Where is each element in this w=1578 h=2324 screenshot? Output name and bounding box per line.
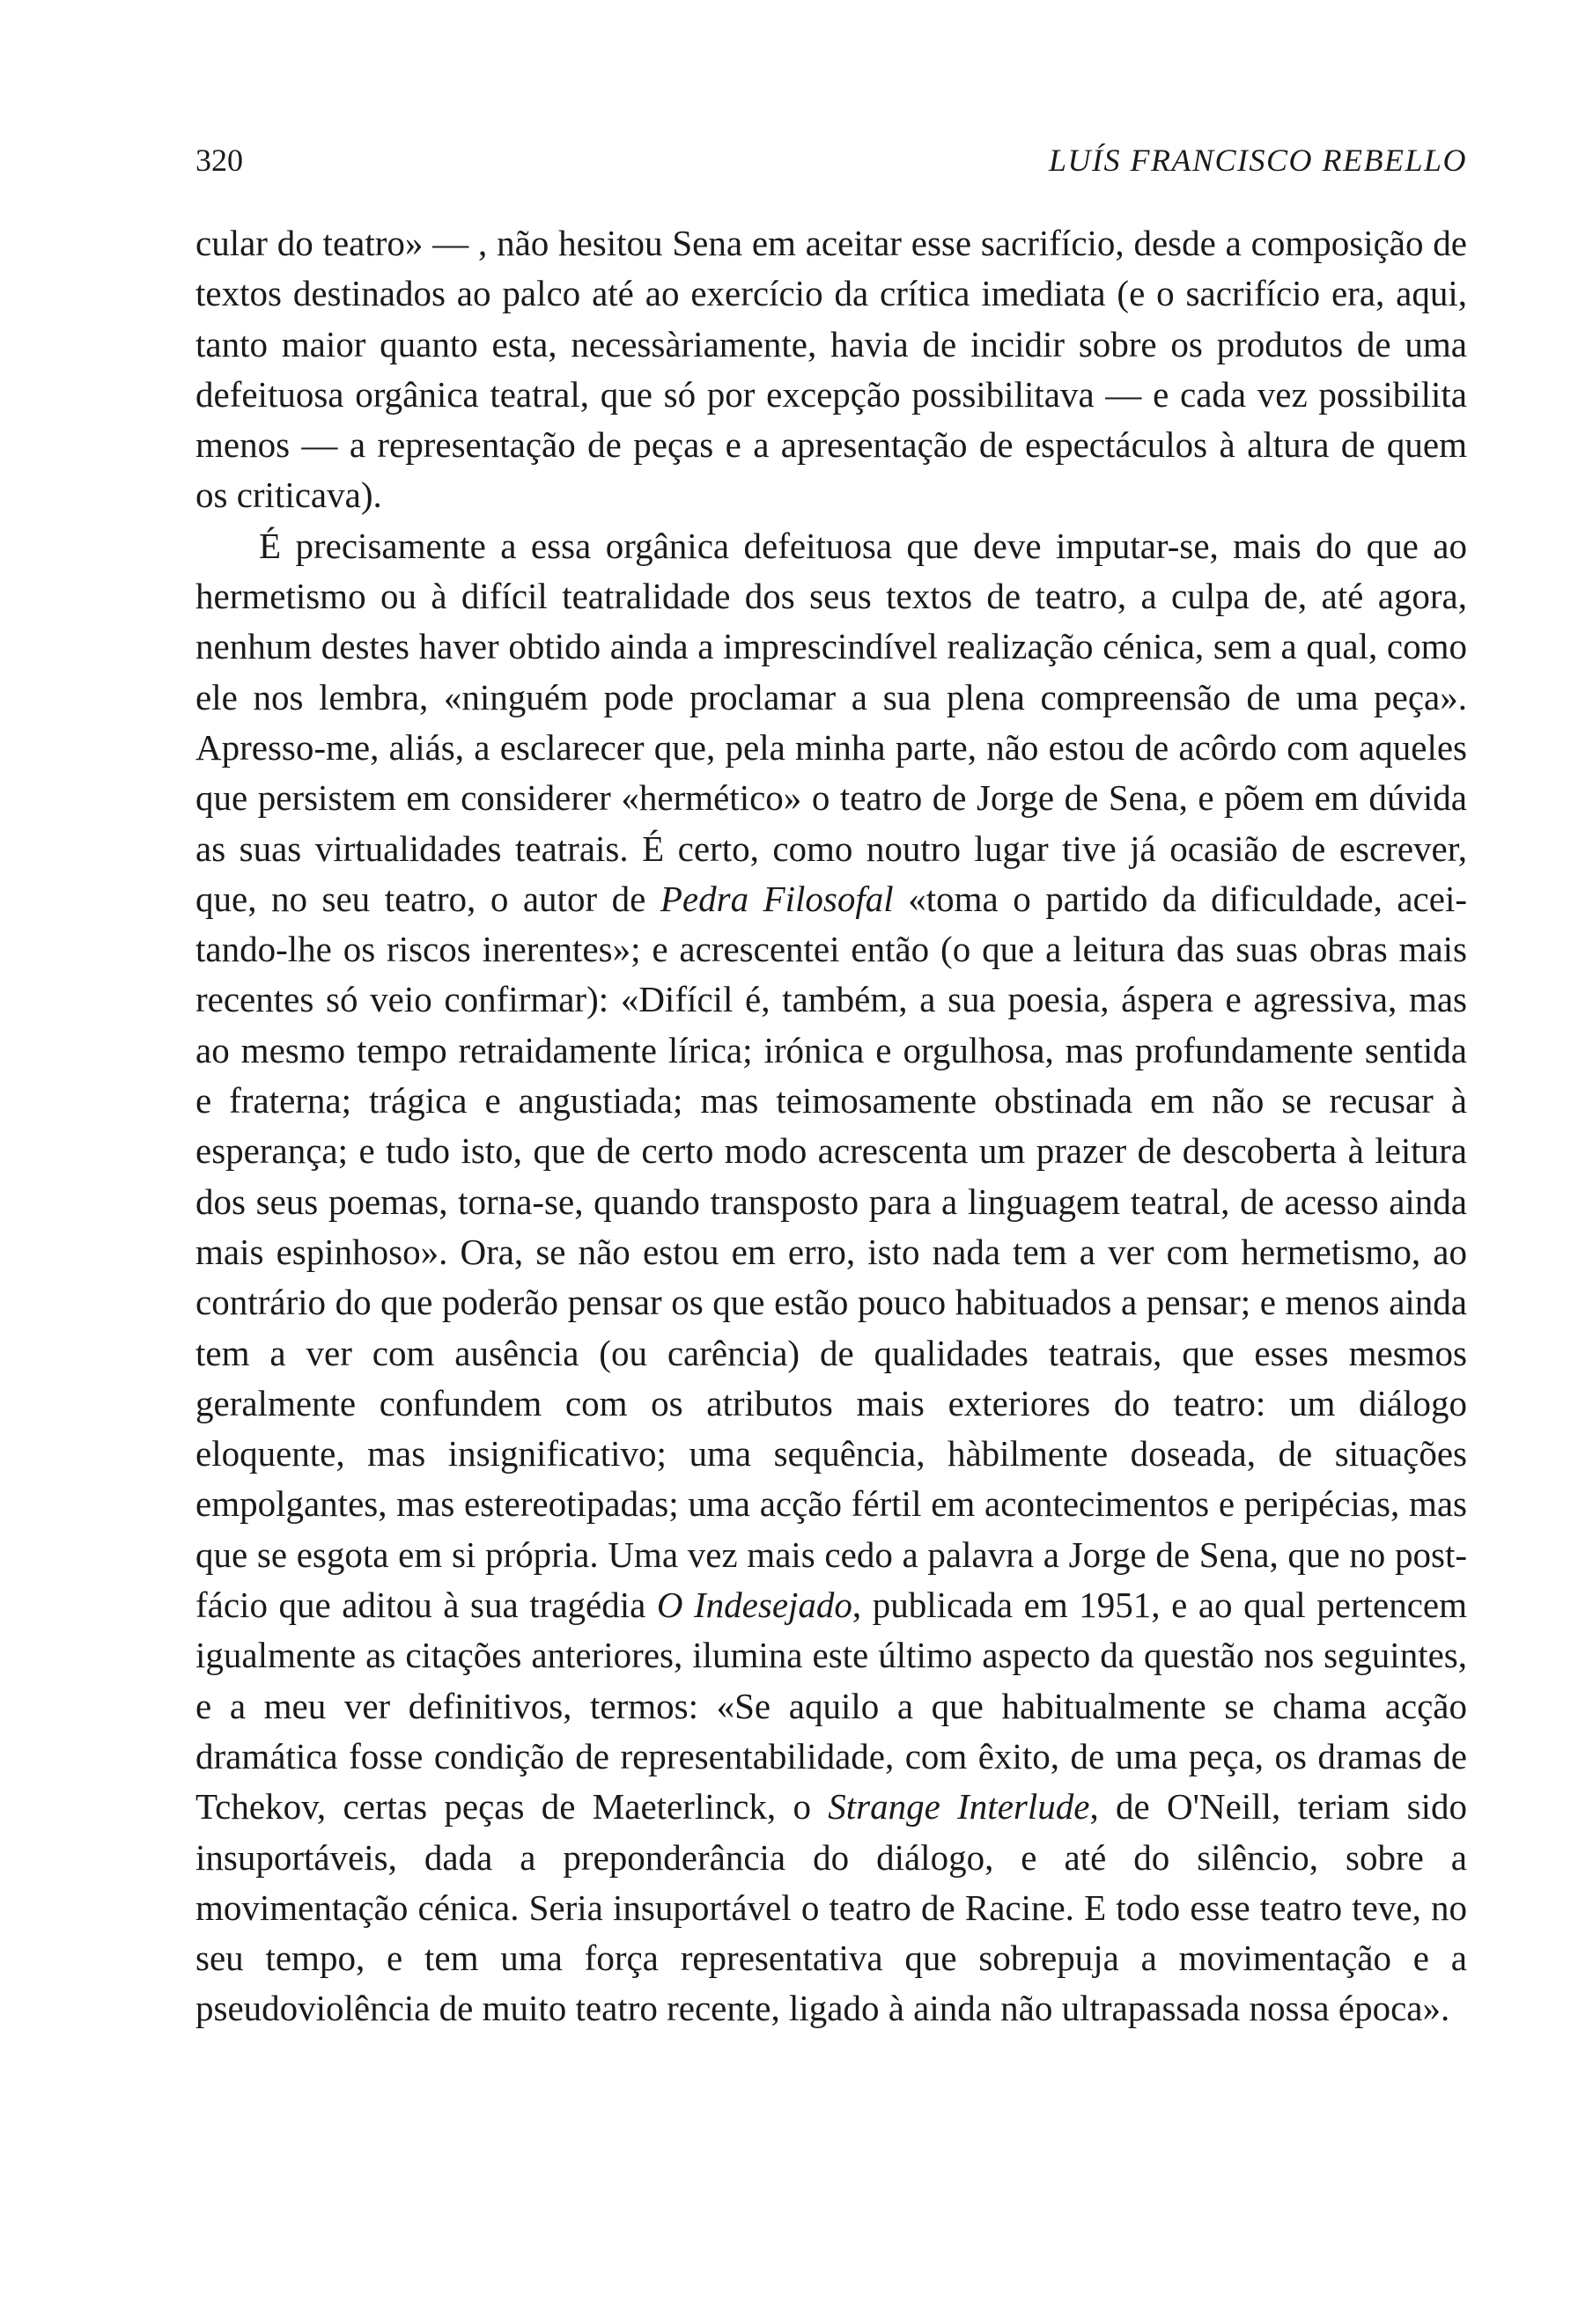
body-text <box>195 218 1467 2034</box>
page-number: 320 <box>195 143 243 178</box>
text-segment: «toma o partido da dificuldade, aceitando-lhe os riscos inerentes»; e acrescentei então (o que a leitura das suas obras mais recentes só veio confirmar): «Difícil é, também, a sua poesia, áspera e agressiva, mas ao mesmo tempo retraidamente lírica; irónica e orgulhosa, mas profundamente sentida e fraterna; trágica e angustiada; mas teimosamente obstinada em não se recusar à esperança; e tudo isto, que de certo modo acrescenta um prazer de descoberta à leitura dos seus poemas, torna-se, quando transposto para a linguagem teatral, de acesso ainda mais espinhoso». Ora, se não estou em erro, isto nada tem a ver com hermetismo, ao contrário do que poderão pensar os que estão pouco habituados a pensar; e menos ainda tem a ver com ausência (ou carência) de qualidades teatrais, que esses mesmos geralmente confundem com os atributos mais exteriores do teatro: um diálogo eloquente, mas insignificativo; uma sequência, hàbilmente doseada, de situações empolgantes, mas estereotipadas; uma acção fértil em acontecimentos e peripécias, mas que se esgota em si própria. Uma vez mais cedo a palavra a Jorge de Sena, que no post-fácio que aditou à sua tragédia <box>195 878 1468 1626</box>
work-title-italic: Pedra Filosofal <box>660 878 894 919</box>
work-title-italic: Strange Interlude <box>828 1786 1090 1828</box>
paragraph <box>195 218 1467 521</box>
running-title: LUÍS FRANCISCO REBELLO <box>1048 143 1467 178</box>
work-title-italic: O Indesejado <box>656 1585 852 1626</box>
text-segment: , de O'Neill, teriam sido insuportáveis, dada a preponderância do diálogo, e até do silêncio, sobre a movimentação cénica. Seria insuportável o teatro de Racine. E todo esse teatro teve, no seu tempo, e tem uma força representativa que sobrepuja a movimentação e a pseudoviolência de muito teatro recente, ligado à ainda não ultrapassada nossa época». <box>195 1786 1467 2029</box>
text-segment: É precisamente a essa orgânica defeituosa que deve imputar-se, mais do que ao hermetismo ou à difícil teatralidade dos seus textos de teatro, a culpa de, até agora, nenhum destes haver obtido ainda a imprescindível realização cénica, sem a qual, como ele nos lembra, «ninguém pode proclamar a sua plena compreensão de uma peça». Apresso-me, aliás, a esclarecer que, pela minha parte, não estou de acôrdo com aqueles que persistem em considerer «hermético» o teatro de Jorge de Sena, e põem em dúvida as suas virtualidades teatrais. É certo, como noutro lugar tive já ocasião de escrever, que, no seu teatro, o autor de <box>195 525 1467 919</box>
text-segment: cular do teatro» — , não hesitou Sena em aceitar esse sacrifício, desde a composição de textos destinados ao palco até ao exercício da crítica imediata (e o sacrifício era, aqui, tanto maior quanto esta, necessàriamente, havia de incidir sobre os produtos de uma defeituosa orgânica teatral, que só por excepção possibilitava — e cada vez possibilita menos — a representação de peças e a apresentação de espectáculos à altura de quem os criticava). <box>195 223 1467 516</box>
paragraph <box>195 521 1467 2034</box>
running-head <box>195 139 1467 181</box>
text-segment: , publicada em 1951, e ao qual pertencem igualmente as citações anteriores, ilumina este último aspecto da questão nos seguintes, e a meu ver definitivos, termos: «Se aquilo a que habitualmente se chama acção dramática fosse condição de representabilidade, com êxito, de uma peça, os dramas de Tchekov, certas peças de Maeterlinck, o <box>195 1585 1467 1828</box>
